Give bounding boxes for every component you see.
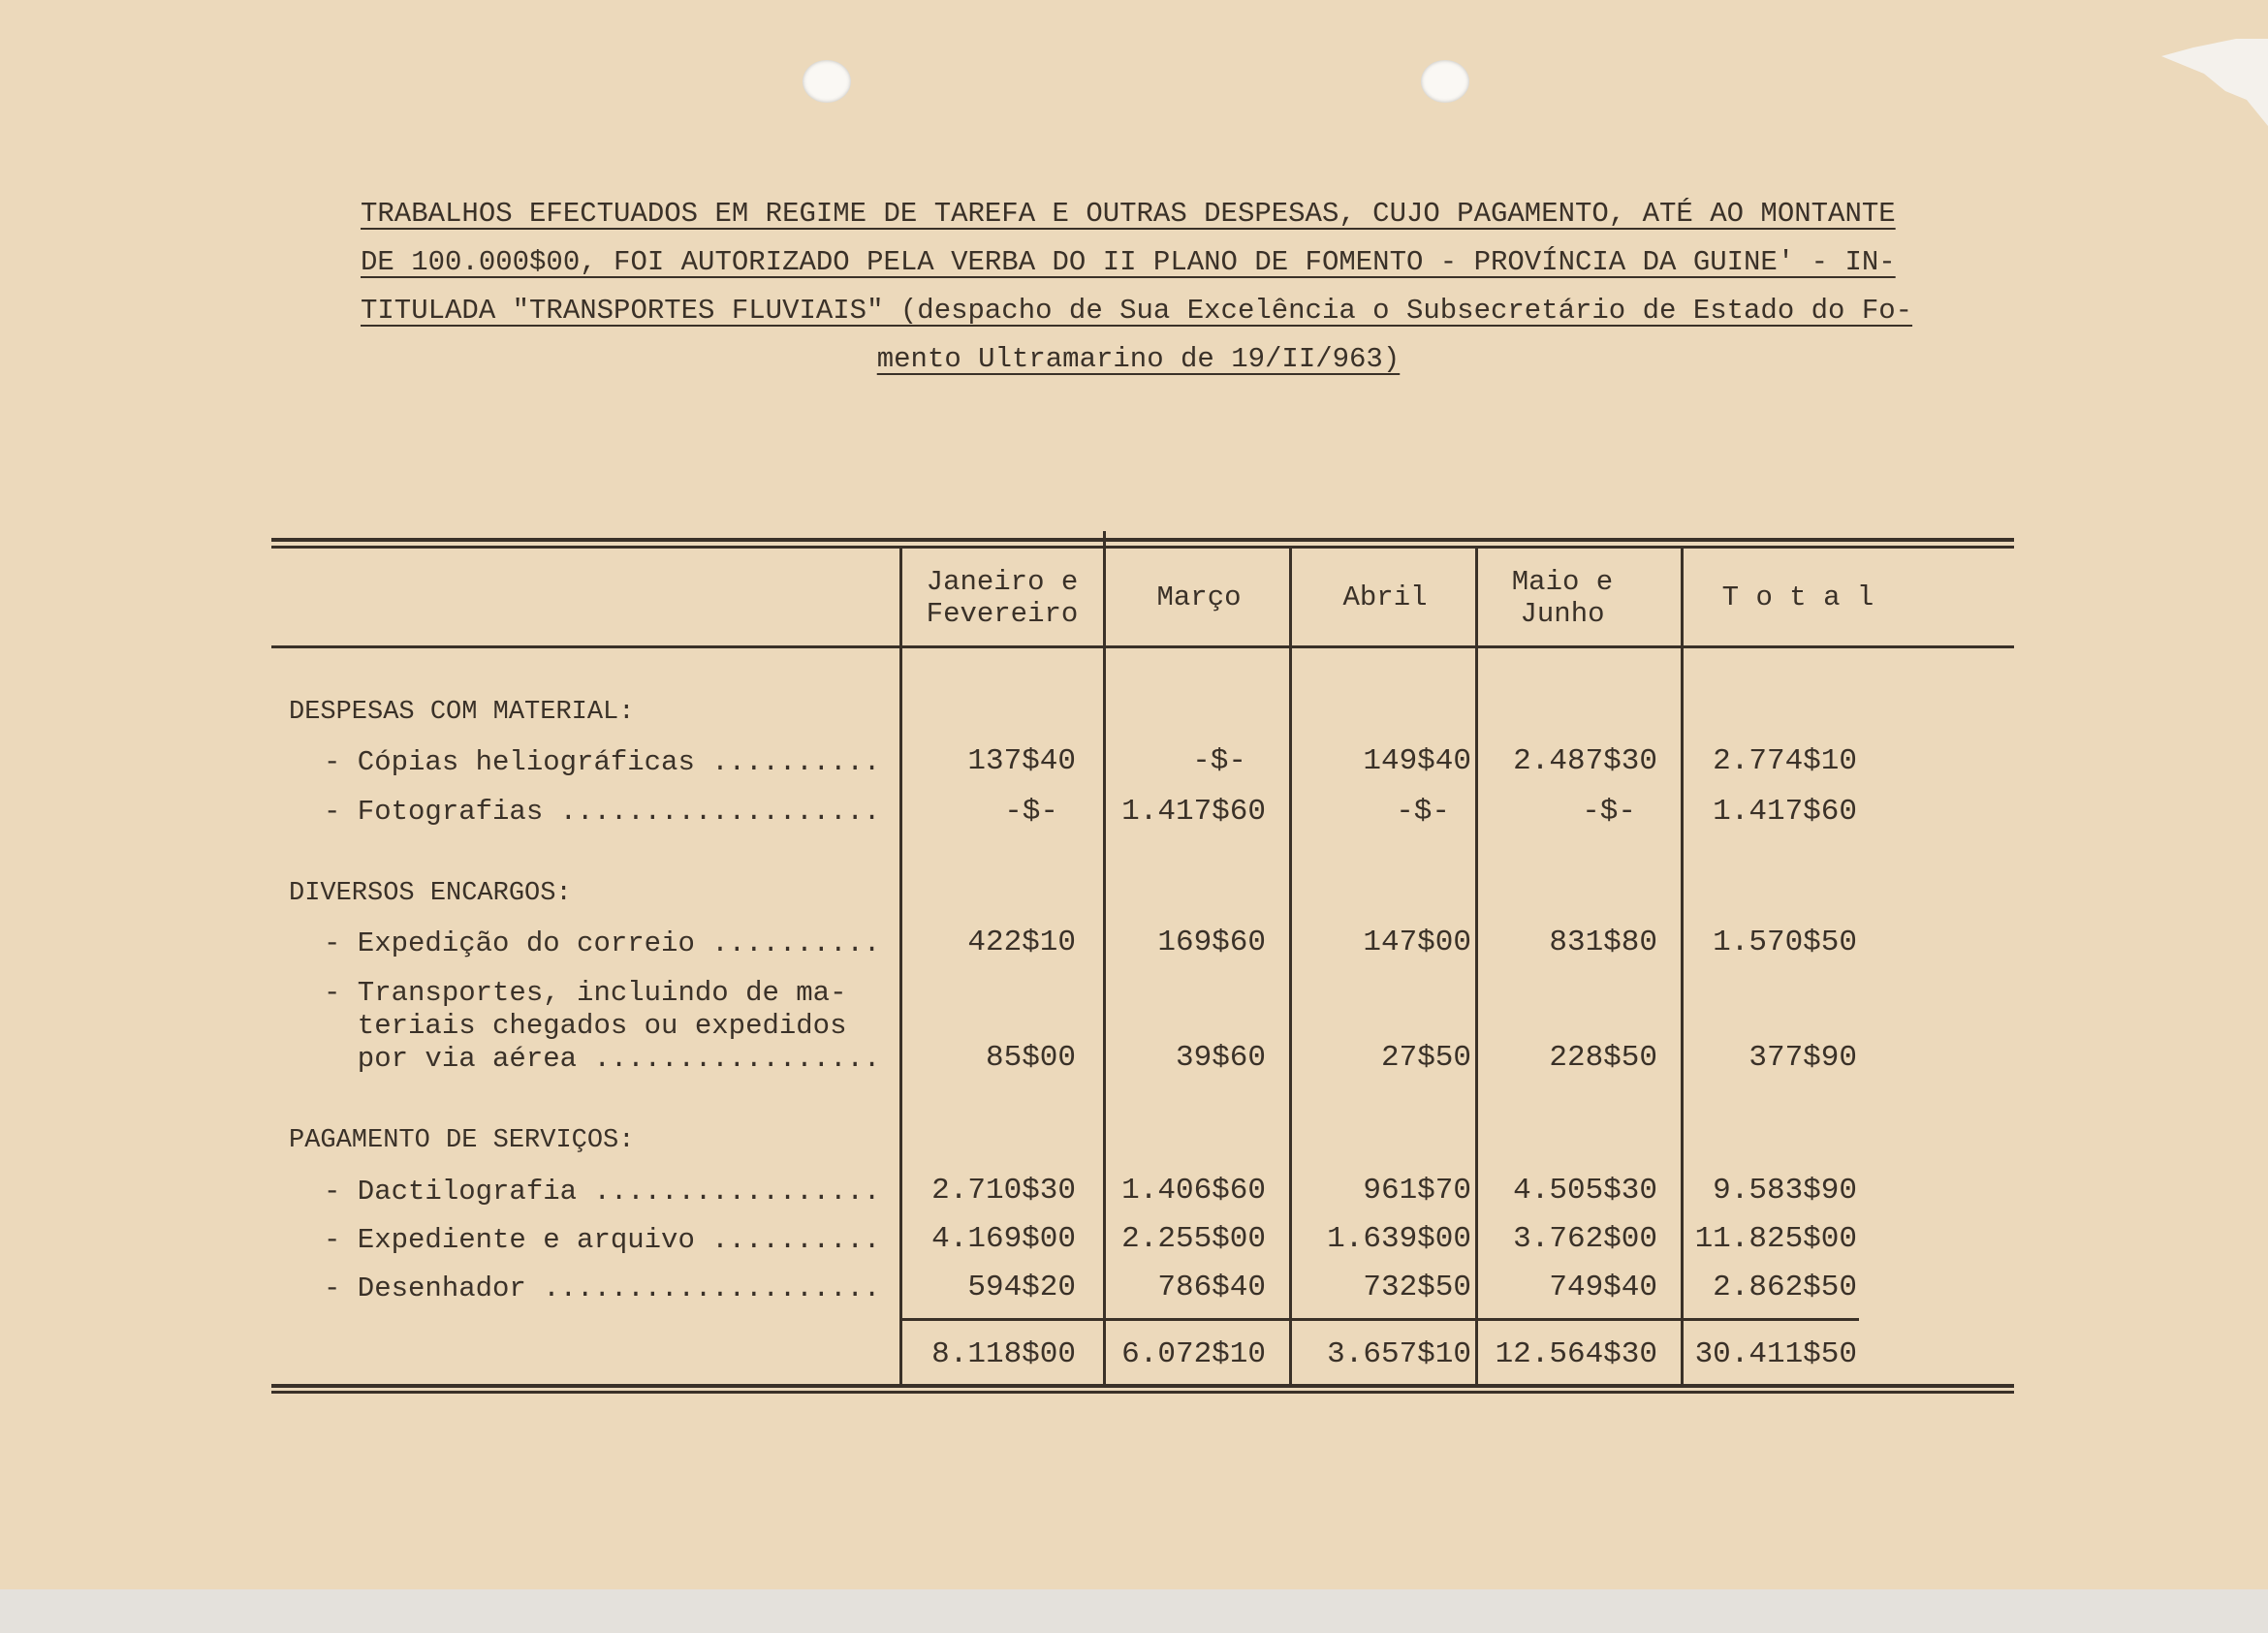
table-cell: 2.710$30: [931, 1174, 1076, 1208]
column-header: Janeiro e Fevereiro: [926, 566, 1079, 630]
section-heading: PAGAMENTO DE SERVIÇOS:: [289, 1126, 635, 1155]
header-bottom-rule: [271, 645, 2014, 648]
table-cell: 594$20: [967, 1271, 1076, 1304]
section-heading: DIVERSOS ENCARGOS:: [289, 879, 572, 908]
column-divider: [1681, 549, 1684, 1384]
total-cell: 30.411$50: [1694, 1337, 1857, 1371]
table-cell: 27$50: [1380, 1041, 1471, 1075]
table-cell: 85$00: [985, 1041, 1076, 1075]
table-cell: 786$40: [1157, 1271, 1266, 1304]
table-cell: -$-: [1582, 795, 1636, 829]
table-cell: 9.583$90: [1713, 1174, 1857, 1208]
column-header: T o t a l: [1721, 581, 1874, 613]
table-cell: 1.417$60: [1713, 795, 1857, 829]
scan-margin: [0, 1589, 2268, 1633]
column-divider: [899, 549, 902, 1384]
table-bottom-rule: [271, 1384, 2014, 1388]
table-cell: -$-: [1192, 744, 1246, 778]
document-title: [361, 190, 1916, 384]
column-divider: [1475, 549, 1478, 1384]
total-cell: 3.657$10: [1327, 1337, 1471, 1371]
table-cell: 2.862$50: [1713, 1271, 1857, 1304]
table-cell: 377$90: [1748, 1041, 1857, 1075]
title-line: mento Ultramarino de 19/II/963): [876, 343, 1401, 375]
title-line: TITULADA "TRANSPORTES FLUVIAIS" (despacho de Sua Excelência o Subsecretário de Estado do Fo-: [361, 295, 1913, 327]
table-cell: -$-: [1396, 795, 1450, 829]
table-cell: 4.505$30: [1513, 1174, 1657, 1208]
table-cell: 39$60: [1175, 1041, 1266, 1075]
table-cell: 149$40: [1363, 744, 1471, 778]
row-label: - Cópias heliográficas ..........: [324, 746, 881, 778]
table-cell: 2.487$30: [1513, 744, 1657, 778]
table-cell: 3.762$00: [1513, 1222, 1657, 1256]
table-cell: 1.417$60: [1121, 795, 1266, 829]
column-header: Abril: [1342, 581, 1428, 613]
punch-hole-right: [1421, 60, 1469, 103]
table-cell: 961$70: [1363, 1174, 1471, 1208]
row-label: - Transportes, incluindo de ma- teriais chegados ou expedidos por via aérea .................: [324, 977, 881, 1075]
title-line: TRABALHOS EFECTUADOS EM REGIME DE TAREFA E OUTRAS DESPESAS, CUJO PAGAMENTO, ATÉ AO MONTANTE: [361, 198, 1896, 230]
table-cell: 11.825$00: [1694, 1222, 1857, 1256]
table-bottom-rule: [271, 1391, 2014, 1394]
table-cell: 2.255$00: [1121, 1222, 1266, 1256]
table-cell: 2.774$10: [1713, 744, 1857, 778]
punch-hole-left: [803, 60, 851, 103]
total-cell: 8.118$00: [931, 1337, 1076, 1371]
total-cell: 12.564$30: [1495, 1337, 1657, 1371]
table-cell: 422$10: [967, 926, 1076, 959]
row-label: - Expedição do correio ..........: [324, 927, 881, 959]
table-cell: 1.406$60: [1121, 1174, 1266, 1208]
column-header: Março: [1156, 581, 1242, 613]
table-cell: 169$60: [1157, 926, 1266, 959]
table-cell: 228$50: [1549, 1041, 1657, 1075]
table-cell: 732$50: [1363, 1271, 1471, 1304]
table-cell: 749$40: [1549, 1271, 1657, 1304]
table-cell: 1.639$00: [1327, 1222, 1471, 1256]
table-cell: 831$80: [1549, 926, 1657, 959]
total-cell: 6.072$10: [1121, 1337, 1266, 1371]
row-label: - Expediente e arquivo ..........: [324, 1224, 881, 1256]
table-cell: 1.570$50: [1713, 926, 1857, 959]
column-header: Maio e Junho: [1511, 566, 1614, 630]
table-cell: 4.169$00: [931, 1222, 1076, 1256]
table-top-rule: [271, 546, 2014, 549]
table-cell: 137$40: [967, 744, 1076, 778]
row-label: - Fotografias ...................: [324, 796, 881, 828]
column-divider: [1289, 549, 1292, 1384]
row-label: - Dactilografia .................: [324, 1176, 881, 1208]
title-line: DE 100.000$00, FOI AUTORIZADO PELA VERBA DO II PLANO DE FOMENTO - PROVÍNCIA DA GUINE' - IN-: [361, 246, 1896, 278]
table-cell: 147$00: [1363, 926, 1471, 959]
row-label: - Desenhador ....................: [324, 1272, 881, 1304]
table-top-rule: [271, 538, 2014, 542]
section-heading: DESPESAS COM MATERIAL:: [289, 698, 635, 727]
table-cell: -$-: [1004, 795, 1058, 829]
total-top-rule: [899, 1318, 1859, 1321]
